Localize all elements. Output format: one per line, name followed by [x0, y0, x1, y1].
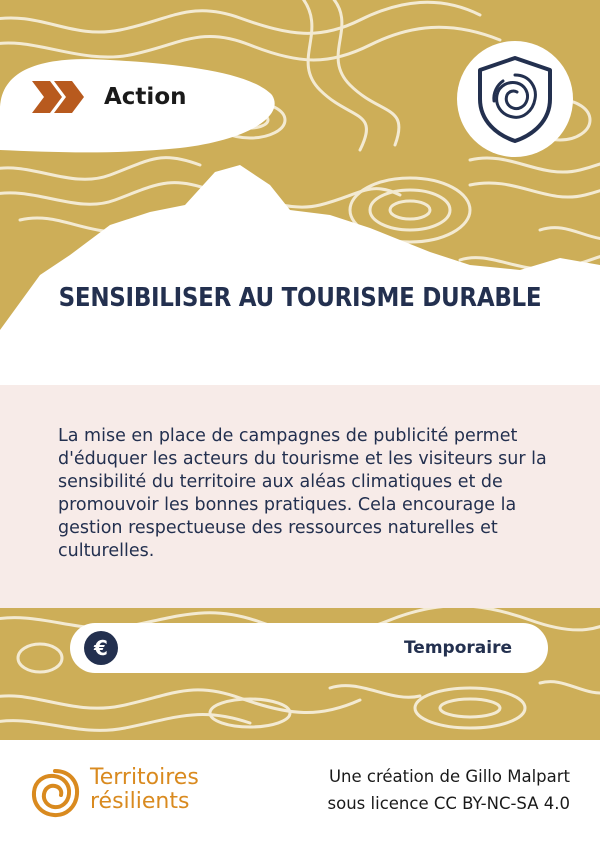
credit [328, 763, 570, 817]
description-panel [0, 385, 600, 608]
euro-icon: € [84, 631, 118, 665]
footer [0, 740, 600, 849]
duration-label: Temporaire [403, 638, 512, 658]
shield-spiral-icon [473, 53, 557, 145]
credit-author: Une création de Gillo Malpart [328, 767, 570, 786]
shield-badge [457, 41, 573, 157]
credit-license: sous licence CC BY-NC-SA 4.0 [327, 794, 570, 813]
spiral-logo-icon [28, 766, 82, 820]
territoires-resilients-logo [28, 764, 228, 824]
card-description: La mise en place de campagnes de publicité permet d'éduquer les acteurs du tourisme et les visiteurs sur la sensibilité du territoire aux aléas climatiques et de promouvoir les bonnes pratiques. Cela encourage la gestion respectueuse des ressources naturelles et culturelles. [58, 426, 547, 561]
logo-text-line1: Territoires [90, 765, 199, 790]
double-chevron-icon [28, 77, 88, 117]
cost-duration-pill [70, 623, 548, 673]
card-type-label: Action [104, 84, 187, 110]
logo-text-line2: résilients [90, 789, 190, 814]
card-type [28, 72, 187, 122]
card-title: SENSIBILISER AU TOURISME DURABLE [58, 283, 542, 313]
